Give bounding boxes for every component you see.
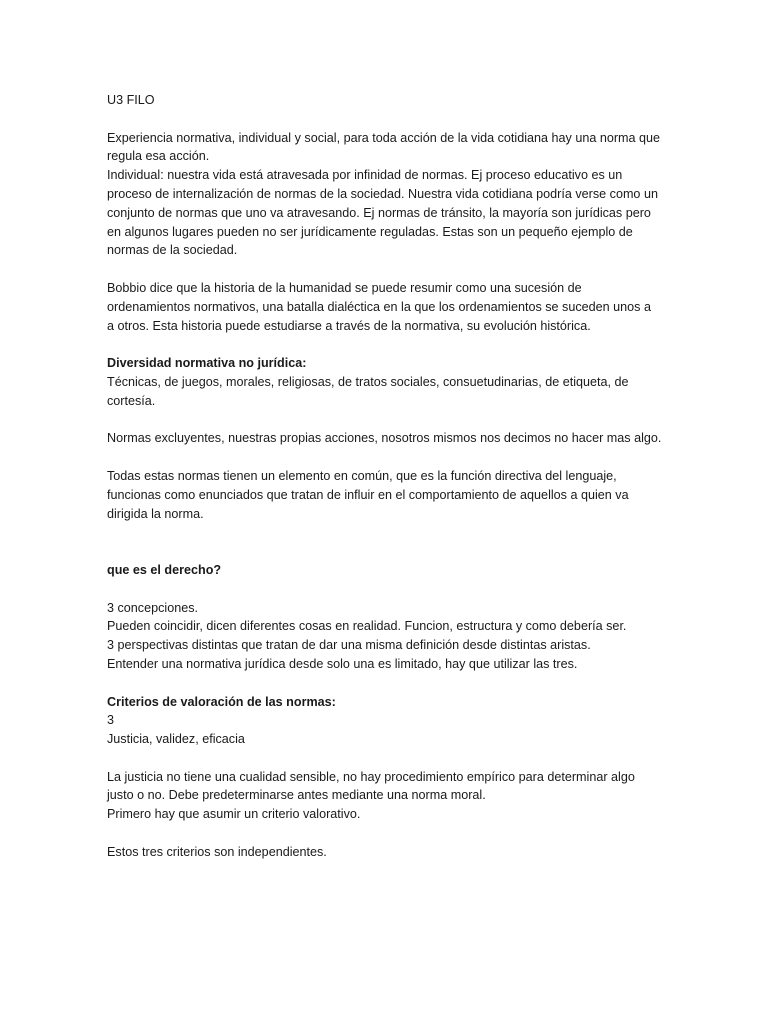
text-line: Técnicas, de juegos, morales, religiosas, de tratos sociales, consuetudinarias, de etiqueta, de xyxy=(107,374,629,389)
text-line: Primero hay que asumir un criterio valorativo. xyxy=(107,807,361,822)
text-line: 3 xyxy=(107,713,115,728)
paragraph-justicia xyxy=(107,768,667,824)
heading-diversidad-normativa: Diversidad normativa no jurídica: xyxy=(107,356,307,371)
text-line: cortesía. xyxy=(107,393,156,408)
document-page xyxy=(107,91,667,862)
text-line: Pueden coincidir, dicen diferentes cosas en realidad. Funcion, estructura y como debería ser. xyxy=(107,619,627,634)
paragraph-criterios xyxy=(107,711,667,749)
document-title: U3 FILO xyxy=(107,93,155,107)
text-line: Justicia, validez, eficacia xyxy=(107,732,245,747)
paragraph-tipos-normas xyxy=(107,373,667,411)
text-line: justo o no. Debe predeterminarse antes mediante una norma moral. xyxy=(107,788,486,803)
text-line: conjunto de normas que uno va atravesando. Ej normas de tránsito, la mayoría son jurídicas pero xyxy=(107,205,651,220)
text-line: 3 perspectivas distintas que tratan de dar una misma definición desde distintas aristas. xyxy=(107,638,591,653)
paragraph-funcion-directiva xyxy=(107,467,667,523)
text-line: funcionas como enunciados que tratan de influir en el comportamiento de aquellos a quien va xyxy=(107,487,629,502)
text-line: regula esa acción. xyxy=(107,149,210,164)
paragraph-experiencia-normativa xyxy=(107,129,667,261)
text-line: Experiencia normativa, individual y social, para toda acción de la vida cotidiana hay una norma que xyxy=(107,130,661,145)
text-line: La justicia no tiene una cualidad sensible, no hay procedimiento empírico para determinar algo xyxy=(107,769,635,784)
paragraph-normas-excluyentes: Normas excluyentes, nuestras propias acciones, nosotros mismos nos decimos no hacer mas algo. xyxy=(107,431,662,446)
text-line: Entender una normativa jurídica desde solo una es limitado, hay que utilizar las tres. xyxy=(107,656,578,671)
text-line: a otros. Esta historia puede estudiarse a través de la normativa, su evolución histórica. xyxy=(107,318,591,333)
text-line: dirigida la norma. xyxy=(107,506,204,521)
text-line: en algunos lugares pueden no ser jurídicamente reguladas. Estas son un pequeño ejemplo de xyxy=(107,224,633,239)
paragraph-criterios-independientes: Estos tres criterios son independientes. xyxy=(107,844,327,859)
text-line: normas de la sociedad. xyxy=(107,243,238,258)
heading-que-es-el-derecho: que es el derecho? xyxy=(107,562,222,577)
text-line: Bobbio dice que la historia de la humanidad se puede resumir como una sucesión de xyxy=(107,280,582,295)
text-line: ordenamientos normativos, una batalla dialéctica en la que los ordenamientos se suceden unos a xyxy=(107,299,651,314)
text-line: Individual: nuestra vida está atravesada por infinidad de normas. Ej proceso educativo es un xyxy=(107,168,623,183)
text-line: Todas estas normas tienen un elemento en común, que es la función directiva del lenguaje, xyxy=(107,468,617,483)
text-line: proceso de internalización de normas de la sociedad. Nuestra vida cotidiana podría verse como un xyxy=(107,186,658,201)
paragraph-bobbio xyxy=(107,279,667,335)
text-line: 3 concepciones. xyxy=(107,600,199,615)
paragraph-concepciones xyxy=(107,599,667,674)
heading-criterios-valoracion: Criterios de valoración de las normas: xyxy=(107,694,336,709)
